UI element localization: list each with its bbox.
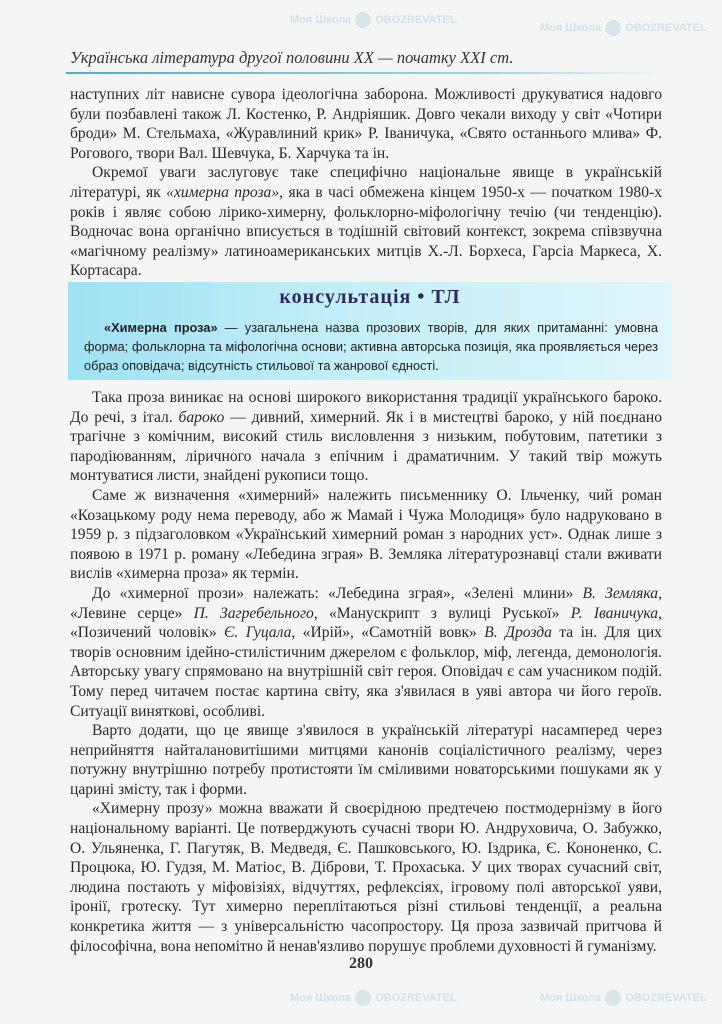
text-segment: , «Левине серце» (70, 584, 663, 622)
text-segment: , «Манускрипт з вулиці Руської» (313, 604, 571, 622)
running-header: Українська література другої половини XX — початку XXI ст. (70, 48, 514, 67)
text-segment: , «Ирій», «Самотній вовк» (291, 624, 485, 642)
text-segment: До «химерної прози» належать: «Лебедина зграя», «Зелені млини» (92, 584, 583, 602)
paragraph (70, 163, 662, 281)
text-segment: , «Позичений чоловік» (70, 604, 662, 642)
text-segment: Окремої уваги заслуговує таке специфічно національне явище в українській літературі, як (70, 164, 662, 201)
italic-text: Р. Іваничука (570, 604, 659, 622)
text-segment: «Химерну прозу» можна вважати й своєрідною предтечею постмодернізму в його національному варіанті. Це потверджують сучасні твори Ю. Андруховича, О. Забужко, О. Ульяненка, Г. Пагутяк, В. Медведя, Є. Пашковського, Ю. Іздрика, Є. Кононенко, С. Процюка, Ю. Гудзя, М. Матіос, В. Діброви, Т. Прохаська. У цих творах сучасний світ, людина постають у міфовізіях, відчуттях, рефлексіях, ігровому полі авторської уяви, іронії, гротеску. Тут химерно переплітаються різні стильові тенденції, а реальна конкретика життя — з універсальністю часопростору. Ця проза зазвичай притчова й філософічна, вона непомітно й ненав'язливо порушує проблеми духовності й гуманізму. (70, 800, 662, 955)
text-segment: — дивний, химерний. Як і в мистецтві бароко, у ній поєднано трагічне з комічним, високий стиль висловлення з низьким, побутовим, патетики з пародіюванням, ліричного начала з епічним і драматичним. У такий твір можуть монтуватися листи, знайдені рукописи тощо. (70, 408, 662, 485)
watermark-school: Моя Школа (290, 13, 352, 26)
paragraph (70, 388, 662, 486)
text-segment: Саме ж визначення «химерний» належить письменнику О. Ільченку, чий роман «Козацькому роду нема переводу, або ж Мамай і Чужа Молодиця» було надруковано в 1959 р. з підзаголовком «Український химерний роман з народних уст». Однак лише з появою в 1971 р. роману «Лебедина зграя» В. Земляка літературознавці стали вживати вислів «химерна проза» як термін. (70, 486, 662, 583)
text-segment: , яка в часі обмежена кінцем 1950-х — початком 1980-х років і являє собою лірико-химерну, фольклорно-міфологічну течію (чи тенденцію). Водночас вона органічно вписується в тодішній світовий контекст, зокрема співзвучна «магічному реалізму» латиноамериканських митців Х.-Л. Борхеса, Гарсіа Маркеса, Х. Кортасара. (70, 183, 662, 280)
watermark-brand: OBOZREVATEL (375, 13, 457, 26)
paragraph (70, 721, 662, 799)
paragraph (70, 486, 662, 584)
header-divider (66, 72, 666, 74)
italic-text: П. Загребельного (193, 604, 314, 622)
italic-text: «химерна проза» (166, 183, 280, 201)
text-segment: Варто додати, що це явище з'явилося в українській літературі насамперед через неприйняття найталановитішими митцями канонів соціалістичного реалізму, через потужну внутрішню потребу протистояти їм сміливими новаторськими пошуками як у царині змісту, так і форми. (70, 722, 662, 798)
italic-text: В. Земляка (582, 584, 659, 602)
watermark-brand: OBOZREVATEL (625, 991, 707, 1004)
page-number: 280 (349, 955, 373, 972)
watermark-school: Моя Школа (290, 991, 352, 1004)
body-text-top (70, 85, 662, 281)
watermark-school: Моя Школа (540, 991, 602, 1004)
paragraph (70, 584, 662, 721)
consultation-box (68, 282, 672, 380)
consultation-definition (84, 318, 658, 375)
watermark (290, 12, 457, 28)
text-segment: наступних літ нависне сувора ідеологічна заборона. Можливості друкуватися надовго були позбавлені також Л. Костенко, Р. Андріяшик. Довго чекали виходу у світ «Чотири броди» М. Стельмаха, «Журавлиний крик» Р. Іваничука, «Свято останнього млива» Ф. Рогового, твори Вал. Шевчука, Б. Харчука та ін. (70, 86, 662, 162)
watermark-brand: OBOZREVATEL (625, 21, 707, 34)
italic-text: бароко (178, 408, 225, 426)
watermark (540, 20, 707, 36)
text-segment: та ін. Для цих творів основним ідейно-стилістичним джерелом є фольклор, міф, легенда, демонологія. Авторську увагу спрямовано на внутрішній світ героя. Оповідач є сам учасником подій. Тому перед читачем постає картина світу, яка з'явилася в уяві автора чи його героїв. Ситуації виняткові, особливі. (70, 624, 662, 720)
text-segment: Така проза виникає на основі широкого використання традиції українського бароко. До речі, з італ. (70, 389, 662, 426)
paragraph (70, 799, 662, 956)
watermark-brand: OBOZREVATEL (375, 991, 457, 1004)
consultation-term: «Химерна проза» (104, 320, 218, 335)
watermark (290, 990, 457, 1006)
italic-text: Є. Гуцала (224, 624, 292, 642)
italic-text: В. Дрозда (484, 624, 552, 642)
watermark-school: Моя Школа (540, 21, 602, 34)
consultation-definition-text: — узагальнена назва прозових творів, для яких притаманні: умовна форма; фольклорна та міфологічна основи; активна авторська позиція, яка проявляється через образ оповідача; відсутність стильової та жанрової єдності. (84, 320, 658, 373)
watermark (540, 990, 707, 1006)
body-text-bottom (70, 388, 662, 956)
paragraph (70, 85, 662, 163)
consultation-title: консультація • ТЛ (279, 286, 461, 308)
